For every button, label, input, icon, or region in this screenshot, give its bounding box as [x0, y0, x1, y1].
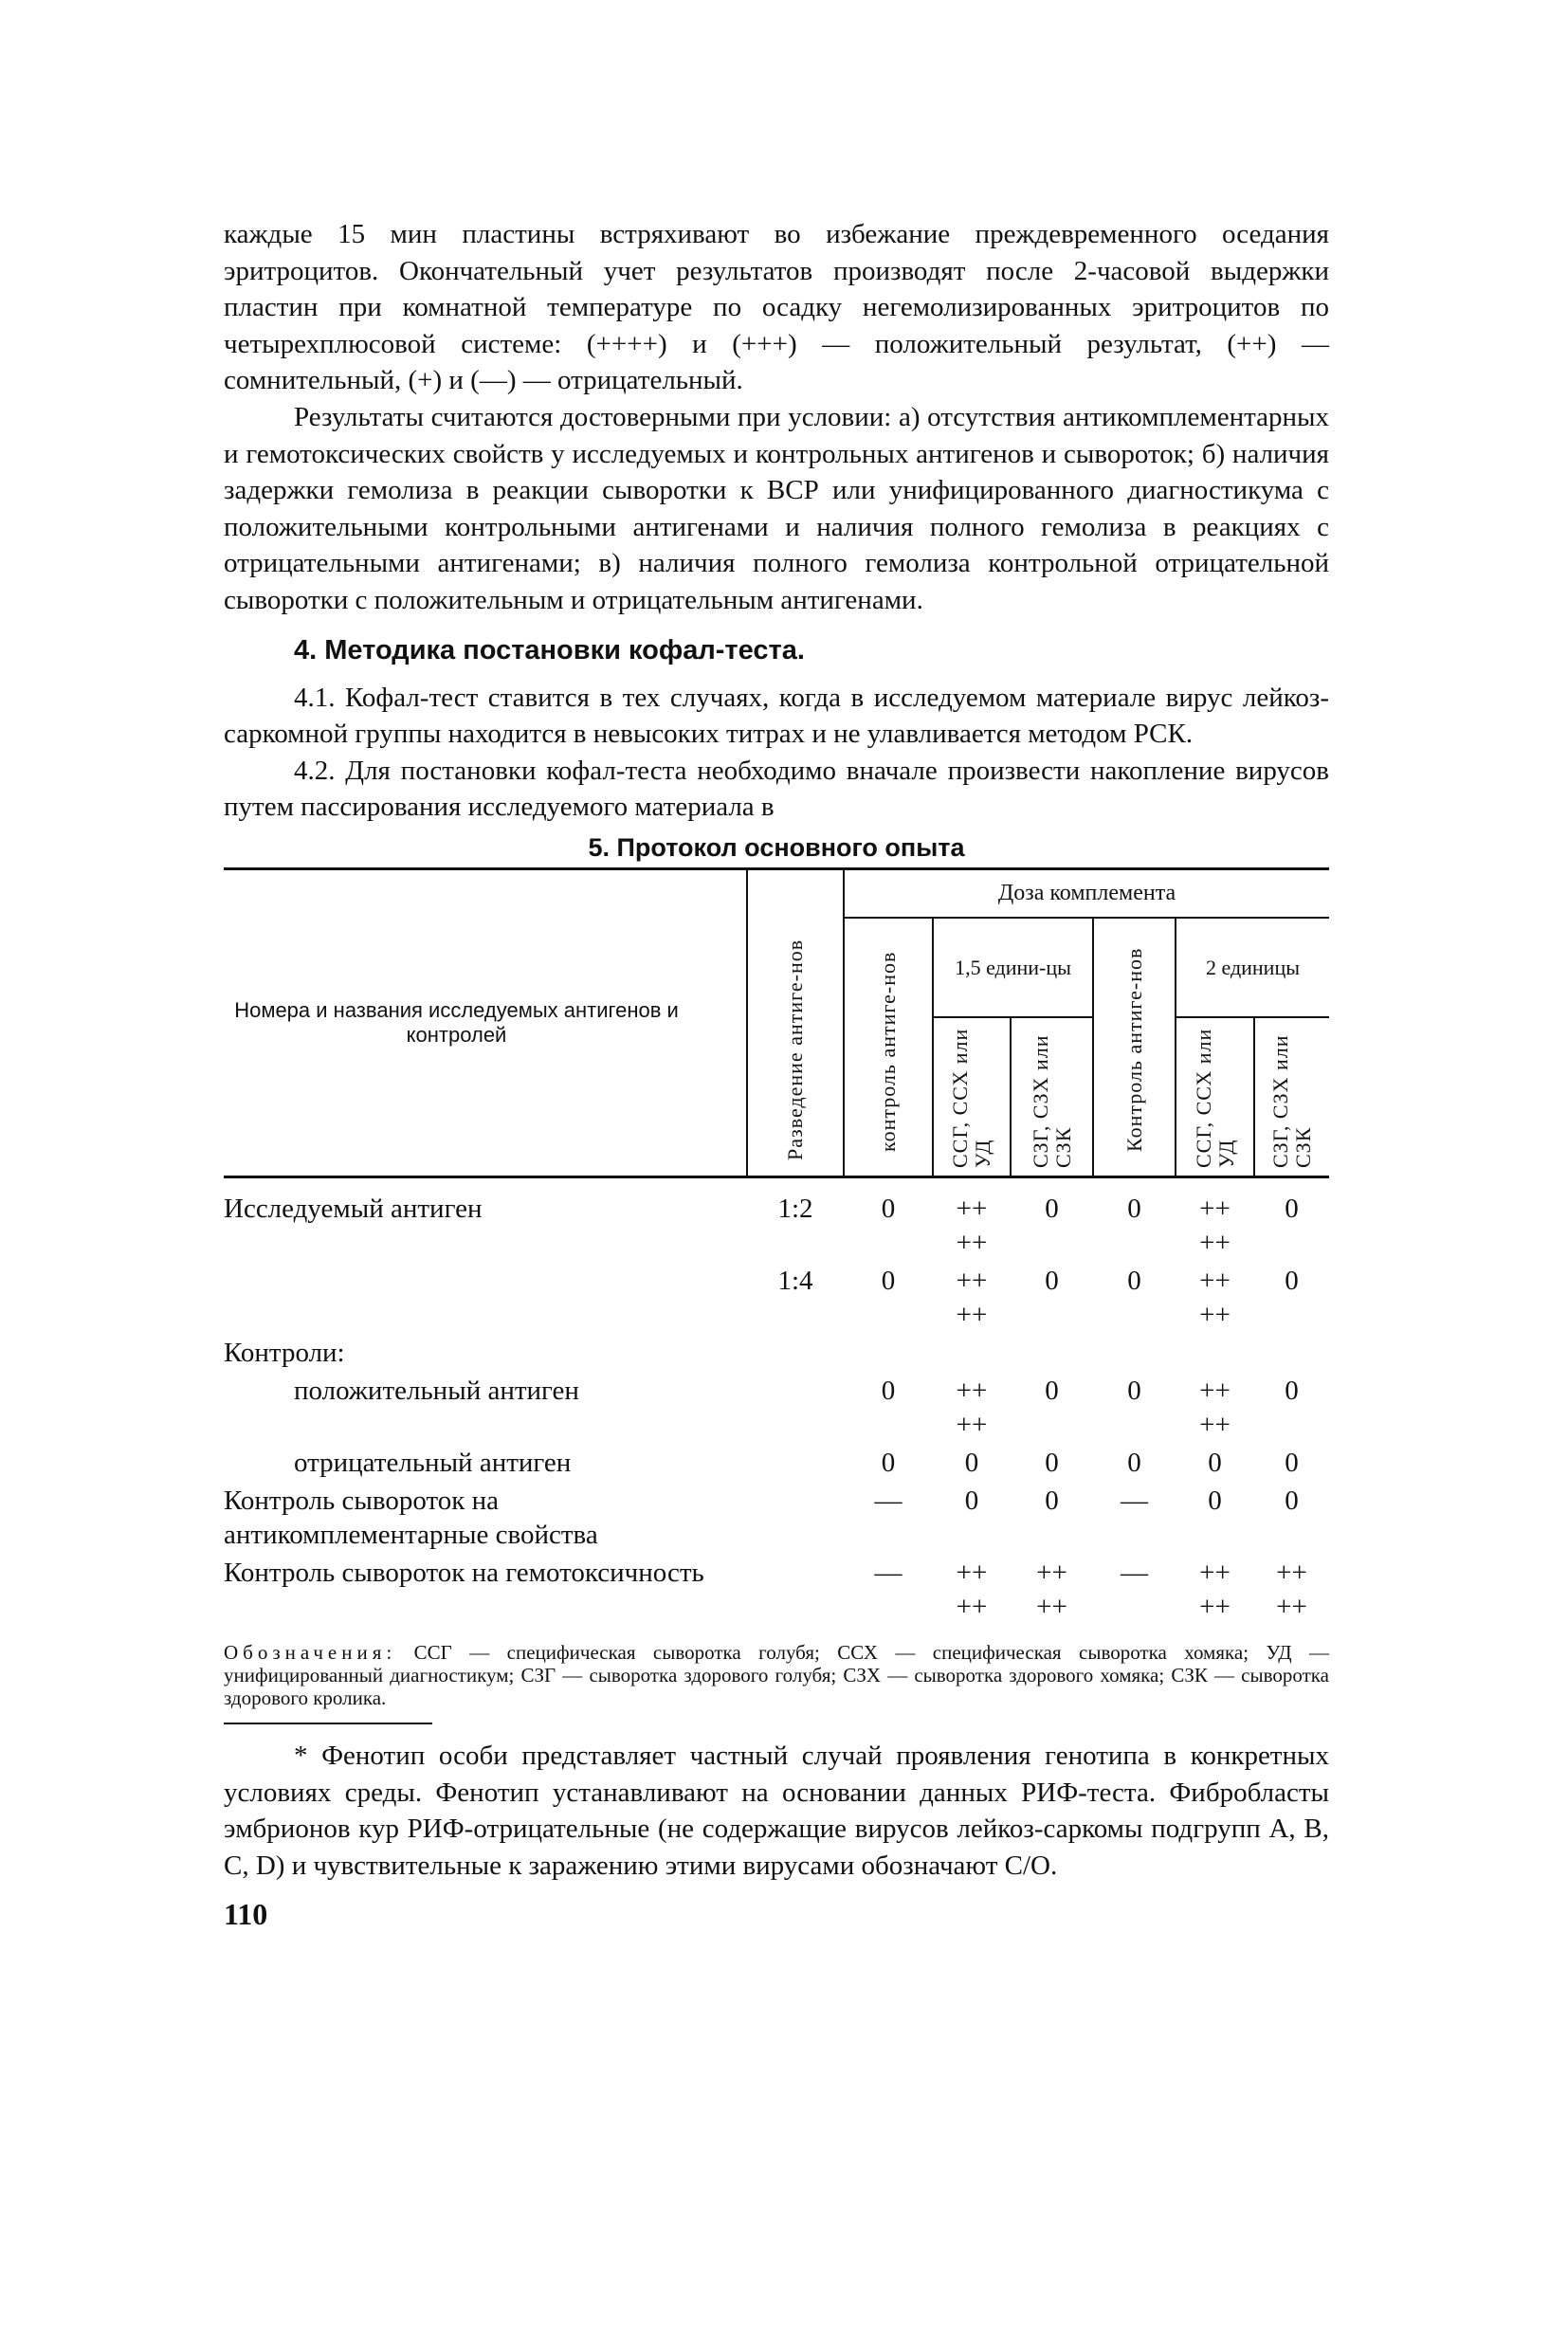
result-cell [933, 1260, 1011, 1332]
result-cell [844, 1370, 933, 1442]
table-row [224, 1332, 1329, 1370]
row-name: отрицательный антиген [294, 1447, 572, 1478]
row-name: Исследуемый антиген [224, 1193, 483, 1224]
header-dose: Доза комплемента [844, 868, 1329, 918]
result-cell [844, 1176, 933, 1260]
result-value: 0 [1127, 1375, 1141, 1406]
header-name: Номера и названия исследуемых антигенов и контролей [234, 997, 679, 1047]
row-dilution [747, 1370, 844, 1442]
result-value: ++ ++ [1199, 1557, 1231, 1622]
header-group2: 2 единицы [1176, 918, 1329, 1017]
result-cell [1093, 1552, 1176, 1624]
row-dilution [747, 1480, 844, 1552]
page [224, 216, 1329, 1933]
result-cell [1254, 1552, 1329, 1624]
result-value: 0 [1285, 1265, 1299, 1296]
header-control2: Контроль антиге-нов [1093, 918, 1176, 1176]
result-cell [1093, 1332, 1176, 1370]
row-name: положительный антиген [294, 1375, 579, 1406]
result-value: 0 [1285, 1485, 1299, 1516]
result-cell [1011, 1442, 1093, 1480]
result-value: ++ ++ [956, 1375, 988, 1440]
result-cell [933, 1176, 1011, 1260]
paragraph: 4.2. Для постановки кофал-теста необходимо вначале произвести накопление вирусов путем пассирования исследуемого материала в [224, 755, 1329, 823]
row-name: Контроль сывороток на гемотоксичность [224, 1557, 704, 1588]
result-cell [1093, 1176, 1176, 1260]
result-value: 0 [1127, 1447, 1141, 1478]
section-heading: 4. Методика постановки кофал-теста. [294, 634, 805, 665]
result-value: 0 [1045, 1265, 1059, 1296]
result-cell [844, 1260, 933, 1332]
header-g2-b: СЗГ, СЗХ или СЗК [1254, 1017, 1329, 1176]
result-value: 0 [1127, 1193, 1141, 1224]
result-cell [1093, 1480, 1176, 1552]
result-cell [1254, 1370, 1329, 1442]
result-cell [1011, 1370, 1093, 1442]
table-row [224, 1480, 1329, 1552]
result-value: ++ ++ [1036, 1557, 1067, 1622]
result-cell [1093, 1370, 1176, 1442]
result-value: 0 [964, 1485, 979, 1516]
result-cell [844, 1442, 933, 1480]
result-cell [1176, 1552, 1254, 1624]
header-g1-a: ССГ, ССХ или УД [933, 1017, 1011, 1176]
result-cell [1093, 1260, 1176, 1332]
header-dilution: Разведение антиге-нов [747, 868, 844, 1176]
result-cell [1176, 1260, 1254, 1332]
result-value: — [1121, 1557, 1148, 1588]
result-value: 0 [1045, 1193, 1059, 1224]
row-name: Контроль сывороток на антикомплементарные свойства [224, 1485, 598, 1550]
result-value: 0 [1208, 1485, 1222, 1516]
result-value: 0 [1045, 1447, 1059, 1478]
result-cell [1254, 1332, 1329, 1370]
row-dilution [747, 1442, 844, 1480]
result-cell [1176, 1442, 1254, 1480]
result-value: — [1121, 1485, 1148, 1516]
result-cell [1011, 1480, 1093, 1552]
legend [224, 1641, 1329, 1709]
result-value: 0 [1045, 1375, 1059, 1406]
result-value: 0 [1127, 1265, 1141, 1296]
result-cell [1011, 1552, 1093, 1624]
result-cell [1176, 1370, 1254, 1442]
row-dilution: 1:2 [777, 1193, 813, 1224]
table-row [224, 1442, 1329, 1480]
legend-label: Обозначения: [224, 1640, 397, 1664]
result-cell [1011, 1260, 1093, 1332]
result-value: 0 [881, 1375, 896, 1406]
paragraph: Результаты считаются достоверными при условии: а) отсутствия антикомплементарных и гемотоксических свойств у исследуемых и контрольных антигенов и сывороток; б) наличия задержки гемолиза в реакции сыворотки к ВСР или унифицированного диагностикума с положительными контрольными антигенами и наличия полного гемолиза в реакциях с отрицательными антигенами; в) наличия полного гемолиза контрольной отрицательной сыворотки с положительным и отрицательным антигенами. [224, 401, 1329, 615]
header-group1: 1,5 едини-цы [933, 918, 1093, 1017]
result-value: ++ ++ [1199, 1265, 1231, 1330]
result-value: 0 [1045, 1485, 1059, 1516]
result-value: 0 [881, 1265, 896, 1296]
result-cell [1176, 1176, 1254, 1260]
table-row [224, 1260, 1329, 1332]
header-control1: контроль антиге-нов [844, 918, 933, 1176]
row-name [224, 1260, 747, 1332]
result-cell [1254, 1480, 1329, 1552]
table-row [224, 1176, 1329, 1260]
footnote-text: * Фенотип особи представляет частный случай проявления генотипа в конкретных условиях среды. Фенотип устанавливают на основании данных РИФ-теста. Фибробласты эмбрионов кур РИФ-отрицательные (не содержащие вирусов лейкоз-саркомы подгрупп А, В, С, D) и чувствительные к заражению этими вирусами обозначают С/О. [224, 1740, 1329, 1881]
result-cell [1254, 1442, 1329, 1480]
result-cell [844, 1552, 933, 1624]
result-value: 0 [881, 1193, 896, 1224]
result-cell [1176, 1480, 1254, 1552]
intro-text [224, 216, 1329, 619]
row-dilution [747, 1332, 844, 1370]
result-value: 0 [881, 1447, 896, 1478]
result-value: ++ ++ [956, 1557, 988, 1622]
section-text [224, 680, 1329, 826]
paragraph: каждые 15 мин пластины встряхивают во избежание преждевременного оседания эритроцитов. Окончательный учет результатов производят после 2-часовой выдержки пластин при комнатной температуре по осадку негемолизированных эритроцитов по четырехплюсовой системе: (++++) и (+++) — положительный результат, (++) — сомнительный, (+) и (—) — отрицательный. [224, 219, 1329, 396]
result-value: — [874, 1557, 903, 1588]
result-cell [1254, 1260, 1329, 1332]
result-value: ++ ++ [1199, 1375, 1231, 1440]
footnote [224, 1738, 1329, 1884]
result-cell [1093, 1442, 1176, 1480]
paragraph: 4.1. Кофал-тест ставится в тех случаях, когда в исследуемом материале вирус лейкоз-саркомной группы находится в невысоких титрах и не улавливается методом РСК. [224, 682, 1329, 750]
row-name: Контроли: [224, 1337, 345, 1368]
result-value: 0 [964, 1447, 979, 1478]
result-cell [933, 1480, 1011, 1552]
header-g1-b: СЗГ, СЗХ или СЗК [1011, 1017, 1093, 1176]
result-cell [933, 1332, 1011, 1370]
result-value: 0 [1285, 1447, 1299, 1478]
result-cell [1254, 1176, 1329, 1260]
result-value: 0 [1285, 1375, 1299, 1406]
row-dilution [747, 1552, 844, 1624]
result-cell [933, 1442, 1011, 1480]
result-value: ++ ++ [956, 1265, 988, 1330]
row-dilution: 1:4 [777, 1265, 813, 1296]
result-cell [844, 1480, 933, 1552]
result-cell [1011, 1332, 1093, 1370]
page-number: 110 [224, 1897, 268, 1932]
result-value: — [874, 1485, 903, 1516]
result-cell [1011, 1176, 1093, 1260]
footnote-divider [224, 1723, 432, 1724]
result-value: ++ ++ [956, 1193, 988, 1258]
legend-text: ССГ — специфическая сыворотка голубя; ССХ — специфическая сыворотка хомяка; УД — унифицированный диагностикум; СЗГ — сыворотка здорового голубя; СЗХ — сыворотка здорового хомяка; СЗК — сыворотка здорового кролика. [224, 1640, 1329, 1709]
result-value: ++ ++ [1199, 1193, 1231, 1258]
result-value: ++ ++ [1276, 1557, 1307, 1622]
header-g2-a: ССГ, ССХ или УД [1176, 1017, 1254, 1176]
result-value: 0 [1208, 1447, 1222, 1478]
table-title: 5. Протокол основного опыта [588, 832, 965, 862]
result-cell [1176, 1332, 1254, 1370]
protocol-table [224, 867, 1329, 1624]
result-value: 0 [1285, 1193, 1299, 1224]
table-row [224, 1370, 1329, 1442]
result-cell [844, 1332, 933, 1370]
result-cell [933, 1370, 1011, 1442]
table-row [224, 1552, 1329, 1624]
result-cell [933, 1552, 1011, 1624]
